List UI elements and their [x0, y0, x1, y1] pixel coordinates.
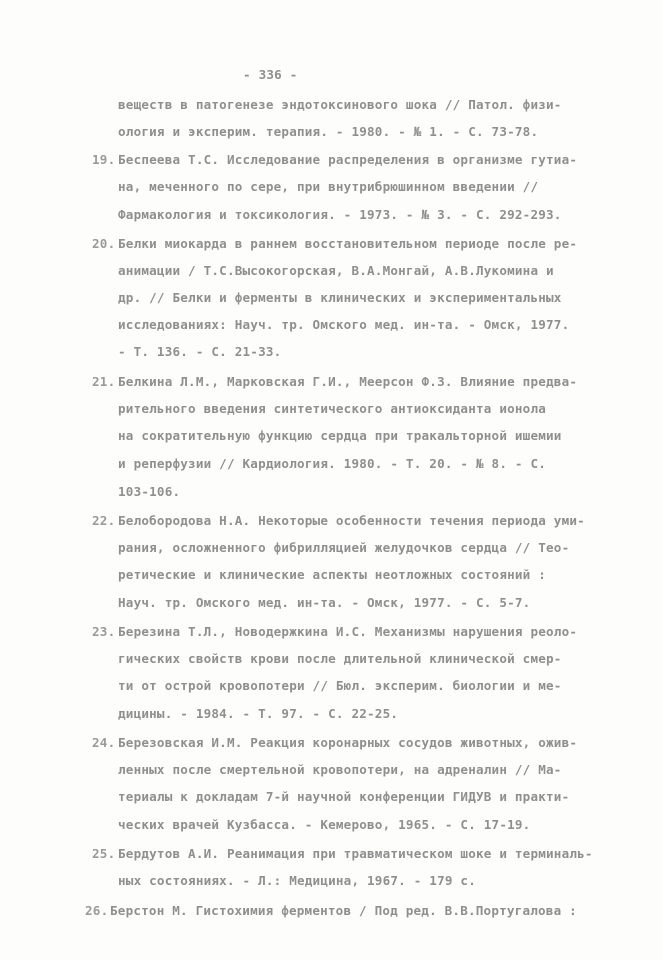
reference-number: 21.	[92, 374, 116, 389]
reference-line: Белкина Л.М., Марковская Г.И., Меерсон Ф.З. Влияние предва-	[118, 374, 578, 389]
reference-number: 22.	[92, 513, 116, 528]
reference-line: на, меченного по сере, при внутрибрюшинном введении //	[118, 179, 539, 194]
reference-line: рительного введения синтетического антиоксиданта ионола	[118, 401, 547, 416]
reference-line: др. // Белки и ферменты в клинических и экспериментальных	[118, 290, 562, 305]
reference-line: ленных после смертельной кровопотери, на адреналин // Ма-	[118, 762, 562, 777]
reference-line: анимации / Т.С.Высокогорская, В.А.Монгай, А.В.Лукомина и	[118, 263, 554, 278]
reference-line: Науч. тр. Омского мед. ин-та. - Омск, 1977. - С. 5-7.	[118, 595, 531, 610]
reference-number: 26.	[85, 903, 109, 918]
reference-line: 103-106.	[118, 484, 181, 499]
reference-line: рания, осложненного фибрилляцией желудочков сердца // Тео-	[118, 540, 570, 555]
reference-number: 19.	[92, 152, 116, 167]
reference-number: 25.	[92, 846, 116, 861]
reference-line: ти от острой кровопотери // Бюл. эксперим. биологии и ме-	[118, 678, 562, 693]
reference-line: Белки миокарда в раннем восстановительном периоде после ре-	[118, 236, 578, 251]
reference-line: ология и эксперим. терапия. - 1980. - № 1. - С. 73-78.	[118, 124, 539, 139]
reference-number: 23.	[92, 624, 116, 639]
reference-line: веществ в патогенезе эндотоксинового шока // Патол. физи-	[118, 97, 562, 112]
reference-line: - Т. 136. - С. 21-33.	[118, 344, 282, 359]
page-number: - 336 -	[243, 67, 298, 82]
reference-line: Белобородова Н.А. Некоторые особенности течения периода уми-	[118, 513, 585, 528]
reference-line: дицины. - 1984. - Т. 97. - С. 22-25.	[118, 706, 399, 721]
reference-line: териалы к докладам 7-й научной конференции ГИДУВ и практи-	[118, 789, 570, 804]
reference-line: ческих врачей Кузбасса. - Кемерово, 1965. - С. 17-19.	[118, 817, 531, 832]
reference-line: исследованиях: Науч. тр. Омского мед. ин-та. - Омск, 1977.	[118, 317, 570, 332]
reference-line: Бердутов А.И. Реанимация при травматическом шоке и терминаль-	[118, 846, 593, 861]
reference-line: Берстон М. Гистохимия ферментов / Под ред. В.В.Португалова :	[110, 903, 577, 918]
reference-number: 20.	[92, 236, 116, 251]
reference-line: и реперфузии // Кардиология. 1980. - Т. 20. - № 8. - С.	[118, 456, 547, 471]
reference-line: Березина Т.Л., Новодержкина И.С. Механизмы нарушения реоло-	[118, 624, 578, 639]
reference-line: гических свойств крови после длительной клинической смер-	[118, 651, 562, 666]
reference-line: ных состояниях. - Л.: Медицина, 1967. - 179 с.	[118, 873, 476, 888]
reference-line: Беспеева Т.С. Исследование распределения в организме гутиа-	[118, 152, 578, 167]
reference-number: 24.	[92, 735, 116, 750]
reference-line: Березовская И.М. Реакция коронарных сосудов животных, ожив-	[118, 735, 578, 750]
reference-line: Фармакология и токсикология. - 1973. - № 3. - С. 292-293.	[118, 207, 562, 222]
reference-line: ретические и клинические аспекты неотложных состояний :	[118, 567, 547, 582]
reference-line: на сократительную функцию сердца при тракальторной ишемии	[118, 428, 562, 443]
